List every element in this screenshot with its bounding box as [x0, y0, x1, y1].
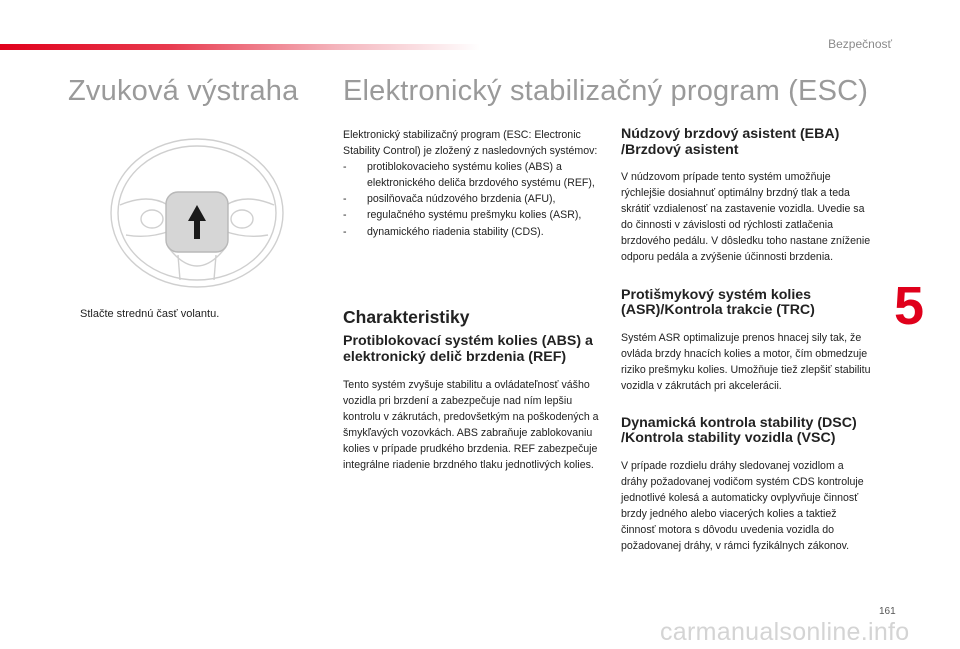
asr-block [621, 288, 871, 394]
esc-column-2 [621, 127, 871, 555]
eba-text: V núdzovom prípade tento systém umožňuje rýchlejšie dosiahnuť optimálny brzdný tlak a teda skrátiť vzdialenosť na zastavenie vozidla. Uvedie sa do činnosti v závislosti od rýchlosti zatlačenia brzdového pedálu. V dôsledku toho nastane zníženie odporu pedála a zvýšenie účinnosti brzdenia. [621, 171, 871, 264]
dsc-heading: Dynamická kontrola stability (DSC) /Kontrola stability vozidla (VSC) [621, 414, 857, 447]
steering-wheel-illustration [108, 135, 286, 291]
esc-column-1 [343, 127, 603, 472]
instruction-text: Stlačte strednú časť volantu. [80, 308, 220, 320]
eba-block [621, 127, 871, 266]
esc-systems-list [343, 159, 603, 239]
list-item: - protiblokovacieho systému kolies (ABS) a elektronického deliča brzdového systému (REF), [343, 159, 603, 191]
list-item: - posilňovača núdzového brzdenia (AFU), [343, 191, 603, 207]
abs-text: Tento systém zvyšuje stabilitu a ovládateľnosť vášho vozidla pri brzdení a zabezpečuje nad ním lepšiu kontrolu v zákrutách, predovšetkým na poškodených a šmykľavých vozovkách. ABS zabraňuje zablokovaniu kolies v prípade prudkého brzdenia. REF zabezpečuje integrálne riadenie brzdného tlaku jednotlivých kolies. [343, 379, 599, 472]
eba-heading: Núdzový brzdový asistent (EBA) /Brzdový asistent [621, 126, 840, 158]
section-label: Bezpečnosť [828, 37, 892, 51]
watermark: carmanualsonline.info [660, 618, 910, 646]
page-number: 161 [879, 606, 896, 617]
asr-text: Systém ASR optimalizuje prenos hnacej sily tak, že ovláda brzdy hnacích kolies a motor, čím obmedzuje riziko prešmyku kolies. Umožňuje tiež zlepšiť stabilitu vozidla v zákrutách pri akcelerácii. [621, 331, 871, 392]
horn-instruction [70, 308, 219, 320]
dsc-block [621, 416, 871, 555]
list-item: - regulačného systému prešmyku kolies (ASR), [343, 207, 603, 223]
abs-heading: Protiblokovací systém kolies (ABS) a elektronický delič brzdenia (REF) [343, 333, 593, 365]
chapter-number: 5 [894, 276, 925, 336]
characteristics-heading: Charakteristiky [343, 307, 470, 327]
dsc-text: V prípade rozdielu dráhy sledovanej vozidlom a dráhy požadovanej vodičom systém CDS kontroluje jednotlivé kolesá a automaticky ovplyvňuje činnosť brzdy jedného alebo viacerých kolies a taktiež činnosť motora s dôvodu uvedenia vozidla do požadovanej dráhy, v rámci fyzikálnych zákonov. [621, 459, 864, 553]
list-item: - dynamického riadenia stability (CDS). [343, 224, 603, 240]
header-accent-bar [0, 44, 480, 50]
esc-section-title: Elektronický stabilizačný program (ESC) [343, 75, 869, 107]
esc-intro: Elektronický stabilizačný program (ESC: Electronic Stability Control) je zložený z nasledovných systémov: [343, 129, 598, 158]
horn-section-title: Zvuková výstraha [68, 75, 299, 107]
asr-heading: Protišmykový systém kolies (ASR)/Kontrola trakcie (TRC) [621, 286, 815, 319]
abs-block [343, 334, 603, 474]
